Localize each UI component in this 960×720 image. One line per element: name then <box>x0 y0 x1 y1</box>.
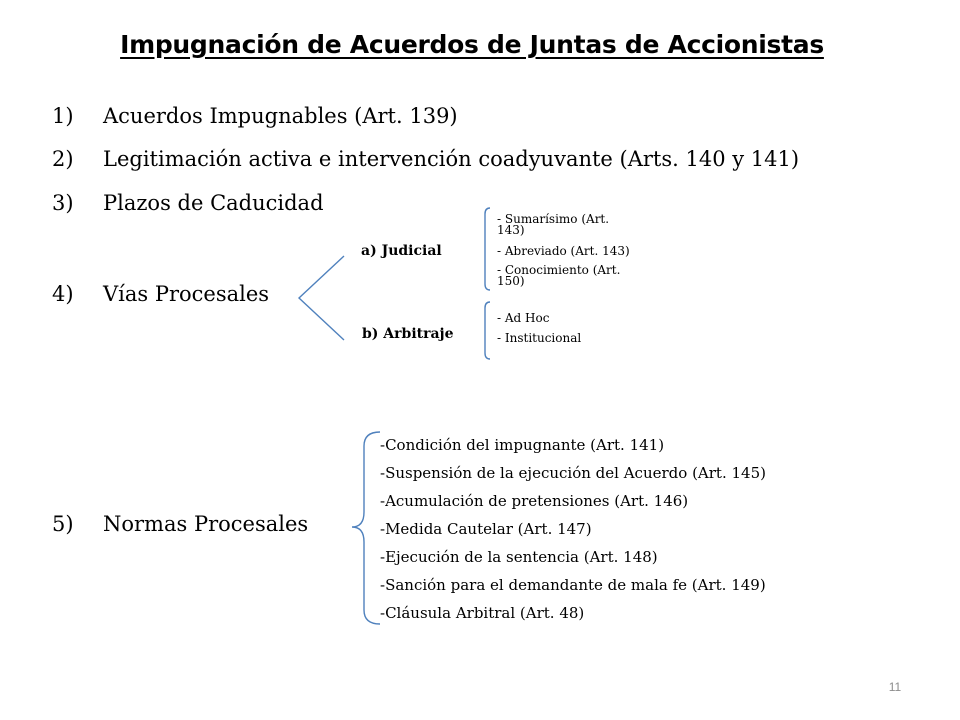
list-item-number: 3) <box>52 191 74 215</box>
list-item-number: 5) <box>52 512 74 536</box>
list-item-text: Legitimación activa e intervención coadyuvante (Arts. 140 y 141) <box>103 147 800 171</box>
judicial-bracket <box>485 208 490 290</box>
arbitraje-label: b) Arbitraje <box>362 326 454 342</box>
normas-item: -Condición del impugnante (Art. 141) <box>380 436 665 454</box>
list-item-text: Normas Procesales <box>103 512 309 536</box>
list-item-number: 2) <box>52 147 74 171</box>
normas-brace <box>352 432 380 624</box>
normas-item: -Cláusula Arbitral (Art. 48) <box>380 604 585 622</box>
vias-branch-connector <box>299 256 344 340</box>
arbitraje-option: - Ad Hoc <box>497 311 550 325</box>
judicial-option: - Conocimiento (Art. 150) <box>497 263 621 288</box>
list-item-number: 4) <box>52 282 74 306</box>
list-item-number: 1) <box>52 104 74 128</box>
judicial-label: a) Judicial <box>361 243 442 259</box>
judicial-option: - Sumarísimo (Art. 143) <box>497 212 610 237</box>
list-item-text: Acuerdos Impugnables (Art. 139) <box>103 104 458 128</box>
normas-item: -Medida Cautelar (Art. 147) <box>380 520 592 538</box>
page-number: 11 <box>888 680 902 694</box>
normas-item: -Acumulación de pretensiones (Art. 146) <box>380 492 689 510</box>
normas-item: -Ejecución de la sentencia (Art. 148) <box>380 548 658 566</box>
judicial-option: - Abreviado (Art. 143) <box>497 244 630 258</box>
list-item-text: Plazos de Caducidad <box>103 191 324 215</box>
arbitraje-bracket <box>485 302 490 359</box>
normas-item: -Sanción para el demandante de mala fe (Art. 149) <box>380 576 766 594</box>
slide-title: Impugnación de Acuerdos de Juntas de Accionistas <box>120 30 824 59</box>
list-item-text: Vías Procesales <box>103 282 270 306</box>
normas-item: -Suspensión de la ejecución del Acuerdo (Art. 145) <box>380 464 766 482</box>
arbitraje-option: - Institucional <box>497 331 582 345</box>
